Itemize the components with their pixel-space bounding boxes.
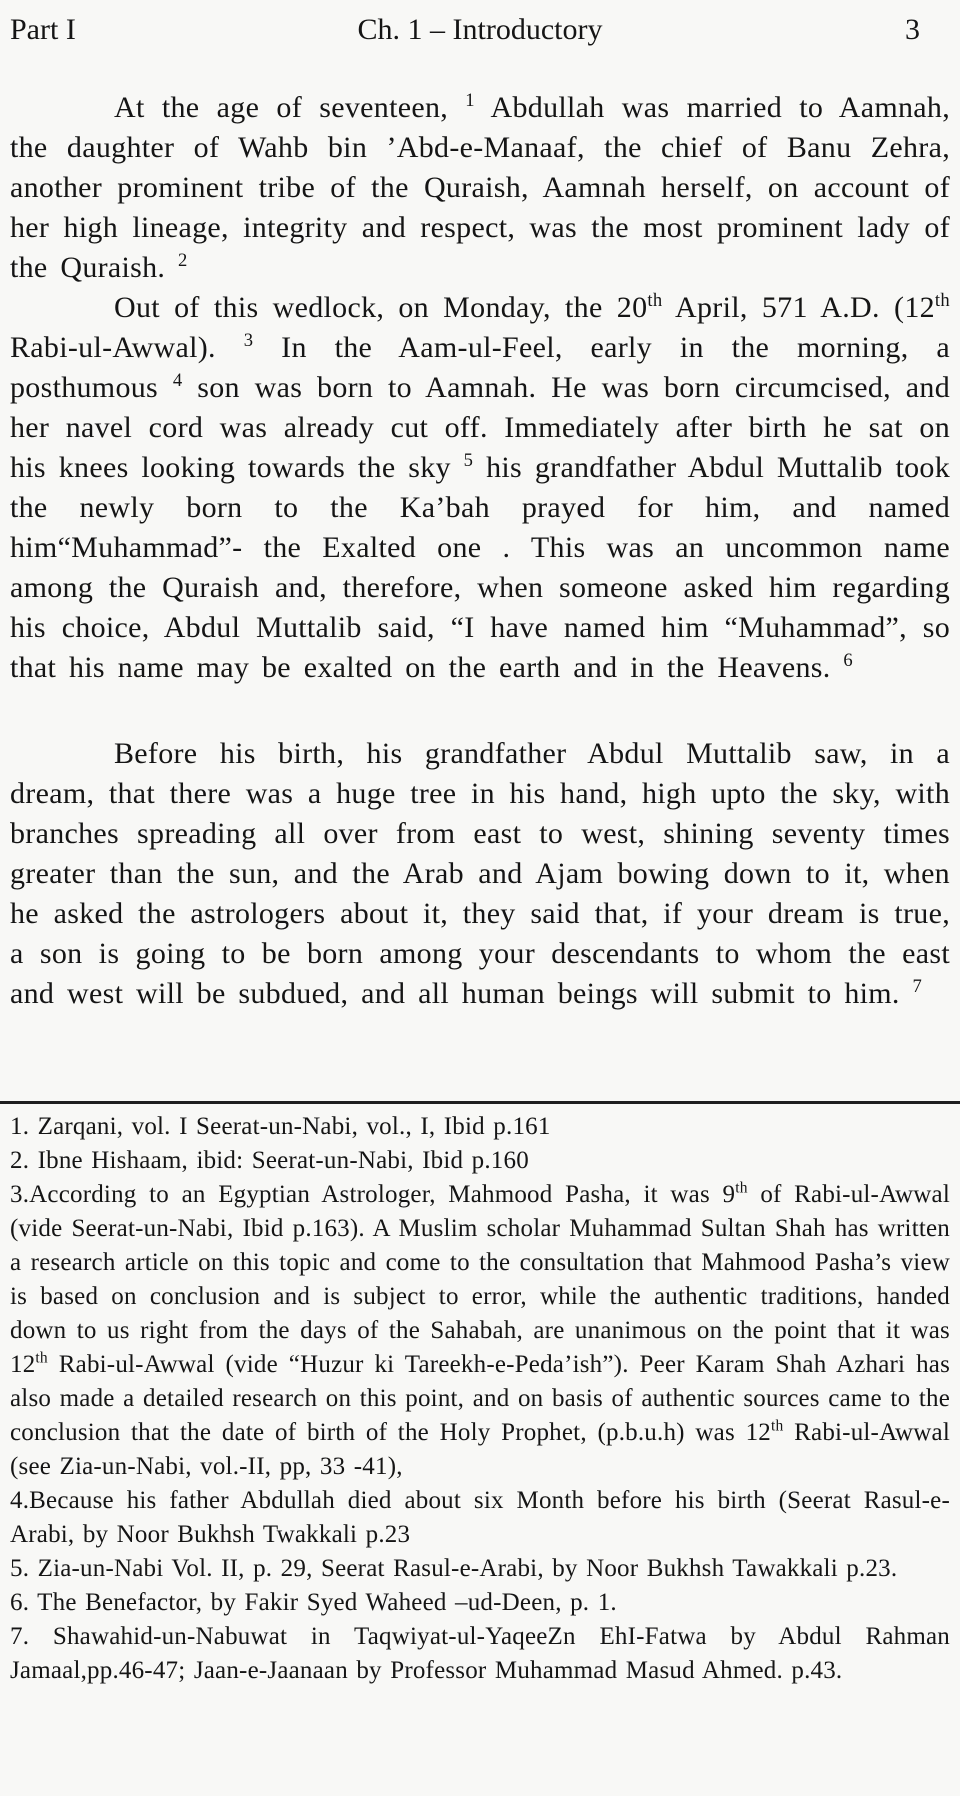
page-number: 3 [905, 13, 920, 46]
footnote-ref: th [934, 290, 950, 311]
text-run: 4.Because his father Abdullah died about six Month before his birth (Seerat Rasul-e-Arabi, by Noor Bukhsh Twakkali p.23 [10, 1487, 950, 1548]
footnote-3 [10, 1178, 950, 1484]
footnote-ref: th [735, 1179, 748, 1197]
text-run: Abdullah was married to Aamnah, the daughter of Wahb bin ’Abd-e-Manaaf, the chief of Banu Zehra, another prominent tribe of the Quraish, Aamnah herself, on account of her high lineage, integrity and respect, was the most prominent lady of the Quraish. [10, 91, 950, 284]
text-run: Rabi-ul-Awwal (see Zia-un-Nabi, vol.-II, pp, 33 -41), [10, 1419, 950, 1480]
footnote-ref: 7 [912, 976, 923, 997]
footnote-6 [10, 1586, 950, 1620]
footnote-4 [10, 1484, 950, 1552]
footnotes [0, 1104, 960, 1688]
paragraph-1 [10, 88, 950, 288]
text-run: son was born to Aamnah. He was born circumcised, and her navel cord was already cut off. Immediately after birth he sat on his knees looking towards the sky [10, 371, 950, 484]
footnote-ref: 6 [843, 650, 853, 671]
text-run: Rabi-ul-Awwal (vide “Huzur ki Tareekh-e-Peda’ish”). Peer Karam Shah Azhari has also made a detailed research on this point, and on basis of authentic sources came to the conclusion that the date of birth of the Holy Prophet, (p.b.u.h) was 12 [10, 1351, 950, 1446]
text-run: 7. Shawahid-un-Nabuwat in Taqwiyat-ul-YaqeeZn EhI-Fatwa by Abdul Rahman Jamaal,pp.46-47; Jaan-e-Jaanaan by Professor Muhammad Masud Ahmed. p.43. [10, 1623, 950, 1684]
footnote-1 [10, 1110, 950, 1144]
footnote-5 [10, 1552, 950, 1586]
text-run: of Rabi-ul-Awwal (vide Seerat-un-Nabi, Ibid p.163). A Muslim scholar Muhammad Sultan Shah has written a research article on this topic and come to the consultation that Mahmood Pasha’s view is based on conclusion and is subject to error, while the authentic traditions, handed down to us right from the days of the Sahabah, are unanimous on the point that it was 12 [10, 1181, 950, 1378]
paragraph-3 [10, 734, 950, 1014]
footnote-ref: 1 [465, 90, 475, 111]
footnote-ref: th [35, 1349, 48, 1367]
footnote-ref: th [647, 290, 663, 311]
text-run: 2. Ibne Hishaam, ibid: Seerat-un-Nabi, Ibid p.160 [10, 1147, 529, 1174]
body-paragraphs [0, 48, 960, 1101]
footnote-ref: th [770, 1417, 784, 1435]
footnote-ref: 2 [178, 250, 188, 271]
text-run: At the age of seventeen, [114, 91, 466, 124]
text-run: Before his birth, his grandfather Abdul Muttalib saw, in a dream, that there was a huge tree in his hand, high upto the sky, with branches spreading all over from east to west, shining seventy times greater than the sun, and the Arab and Ajam bowing down to it, when he asked the astrologers about it, they said that, if your dream is true, a son is going to be born among your descendants to whom the east and west will be subdued, and all human beings will submit to him. [10, 737, 950, 1010]
text-run: In the Aam-ul-Feel, early in the morning, a posthumous [10, 331, 950, 404]
footnote-ref: 3 [243, 330, 254, 351]
text-run: 6. The Benefactor, by Fakir Syed Waheed –ud-Deen, p. 1. [10, 1589, 617, 1616]
text-run: April, 571 A.D. (12 [662, 291, 935, 324]
chapter-title: Ch. 1 – Introductory [357, 13, 603, 46]
footnote-ref: 4 [172, 370, 183, 391]
footnote-ref: 5 [463, 450, 474, 471]
text-run: Rabi-ul-Awwal). [10, 331, 244, 364]
text-run: his grandfather Abdul Muttalib took the newly born to the Ka’bah prayed for him, and named him“Muhammad”- the Exalted one . This was an uncommon name among the Quraish and, therefore, when someone asked him regarding his choice, Abdul Muttalib said, “I have named him “Muhammad”, so that his name may be exalted on the earth and in the Heavens. [10, 451, 950, 684]
text-run: 3.According to an Egyptian Astrologer, Mahmood Pasha, it was 9 [10, 1181, 736, 1208]
part-label: Part I [10, 13, 76, 46]
footnote-7 [10, 1620, 950, 1688]
paragraph-2 [10, 288, 950, 688]
text-run: 1. Zarqani, vol. I Seerat-un-Nabi, vol., I, Ibid p.161 [10, 1113, 551, 1140]
footnote-2 [10, 1144, 950, 1178]
text-run: 5. Zia-un-Nabi Vol. II, p. 29, Seerat Rasul-e-Arabi, by Noor Bukhsh Tawakkali p.23. [10, 1555, 898, 1582]
page-header [0, 0, 960, 48]
text-run: Out of this wedlock, on Monday, the 20 [114, 291, 648, 324]
